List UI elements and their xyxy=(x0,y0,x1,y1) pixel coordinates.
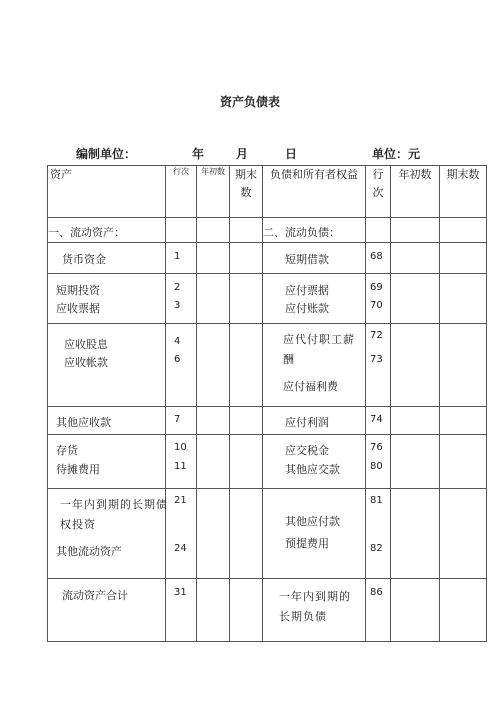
liab-end xyxy=(440,489,487,579)
asset-cell-text: 货币资金 xyxy=(62,253,106,266)
liab-cell-text: 应付利润 xyxy=(285,416,329,429)
asset-line-no xyxy=(166,435,197,489)
liab-line-no-text: 70 xyxy=(370,300,383,311)
asset-line-no-text: 10 xyxy=(174,442,187,453)
liab-line-no-text: 81 xyxy=(370,495,383,506)
asset-line-no xyxy=(166,579,197,642)
asset-begin xyxy=(197,489,230,579)
liab-cell-text: 应付票据 xyxy=(285,284,329,297)
asset-line-no xyxy=(166,324,197,407)
asset-end xyxy=(230,274,263,324)
asset-begin xyxy=(197,218,230,243)
liab-end xyxy=(440,324,487,407)
liab-cell-text: 其他应交款 xyxy=(285,463,340,476)
liab-cell-text: 其他应付款 xyxy=(285,515,340,528)
liab-begin xyxy=(391,407,440,435)
asset-cell-text: 流动资产合计 xyxy=(62,589,128,602)
asset-cell-text: 应收股息 xyxy=(64,338,108,351)
table-row xyxy=(48,579,487,642)
header-line-no-2: 行次 xyxy=(366,166,391,218)
asset-line-no xyxy=(166,489,197,579)
asset-line-no-text: 7 xyxy=(174,414,181,425)
liab-line-no xyxy=(366,218,391,243)
liab-end xyxy=(440,407,487,435)
asset-end xyxy=(230,218,263,243)
table-row xyxy=(48,274,487,324)
liab-end xyxy=(440,274,487,324)
header-line-no: 行次 xyxy=(166,166,197,218)
asset-line-no-text: 1 xyxy=(174,251,181,262)
asset-cell-text: 一年内到期的长期债权投资 xyxy=(60,498,168,531)
liab-end xyxy=(440,435,487,489)
liab-cell-text: 二、流动负债： xyxy=(263,226,340,239)
liab-cell xyxy=(263,407,366,435)
header-end: 期末数 xyxy=(230,166,263,218)
liab-cell xyxy=(263,324,366,407)
asset-cell-text: 存货 xyxy=(56,444,78,457)
asset-begin xyxy=(197,579,230,642)
asset-end xyxy=(230,243,263,274)
liab-line-no-text: 76 xyxy=(370,442,383,453)
liab-line-no xyxy=(366,274,391,324)
asset-line-no-text: 24 xyxy=(174,543,187,554)
header-asset: 资产 xyxy=(48,166,166,218)
day-label: 日 xyxy=(285,147,298,161)
liab-line-no-text: 68 xyxy=(370,251,383,262)
asset-line-no xyxy=(166,407,197,435)
liab-line-no xyxy=(366,324,391,407)
table-row xyxy=(48,243,487,274)
asset-cell xyxy=(48,407,166,435)
liab-line-no xyxy=(366,579,391,642)
asset-line-no-text: 21 xyxy=(174,495,187,506)
asset-line-no xyxy=(166,243,197,274)
liab-cell-text: 应代付职工薪酬 xyxy=(283,333,355,366)
liab-begin xyxy=(391,435,440,489)
asset-end xyxy=(230,435,263,489)
header-liab: 负债和所有者权益 xyxy=(263,166,366,218)
table-row xyxy=(48,435,487,489)
asset-cell-text: 其他应收款 xyxy=(56,416,111,429)
liab-cell-text: 一年内到期的长期负债 xyxy=(279,590,351,623)
asset-cell xyxy=(48,274,166,324)
liab-cell-text: 预提费用 xyxy=(285,537,329,550)
liab-begin xyxy=(391,243,440,274)
asset-begin xyxy=(197,435,230,489)
unit-label: 单位：元 xyxy=(372,147,421,161)
table-row xyxy=(48,407,487,435)
asset-end xyxy=(230,324,263,407)
asset-line-no xyxy=(166,274,197,324)
liab-line-no xyxy=(366,489,391,579)
prepared-by-label: 编制单位： xyxy=(76,147,137,161)
asset-line-no-text: 3 xyxy=(174,300,181,311)
liab-cell-text: 应交税金 xyxy=(285,444,329,457)
liab-line-no-text: 73 xyxy=(370,354,383,365)
liab-line-no xyxy=(366,435,391,489)
asset-cell-text: 其他流动资产 xyxy=(56,545,122,558)
header-begin: 年初数 xyxy=(197,166,230,218)
asset-cell xyxy=(48,435,166,489)
table-row xyxy=(48,218,487,243)
year-label: 年 xyxy=(192,147,205,161)
liab-cell xyxy=(263,435,366,489)
asset-cell-text: 应收票据 xyxy=(56,302,100,315)
asset-cell-text: 短期投资 xyxy=(56,284,100,297)
liab-end xyxy=(440,243,487,274)
liab-line-no-text: 86 xyxy=(370,587,383,598)
liab-cell xyxy=(263,218,366,243)
liab-begin xyxy=(391,489,440,579)
liab-line-no-text: 72 xyxy=(370,330,383,341)
asset-end xyxy=(230,579,263,642)
asset-begin xyxy=(197,274,230,324)
asset-line-no-text: 31 xyxy=(174,587,187,598)
liab-begin xyxy=(391,579,440,642)
liab-end xyxy=(440,218,487,243)
asset-cell xyxy=(48,324,166,407)
liab-line-no xyxy=(366,407,391,435)
asset-begin xyxy=(197,243,230,274)
liab-line-no-text: 74 xyxy=(370,414,383,425)
asset-begin xyxy=(197,324,230,407)
month-label: 月 xyxy=(236,147,249,161)
liab-cell-text: 短期借款 xyxy=(285,253,329,266)
asset-cell xyxy=(48,243,166,274)
page-title: 资产负债表 xyxy=(219,95,280,109)
liab-line-no-text: 80 xyxy=(370,461,383,472)
balance-sheet-table xyxy=(47,165,487,642)
liab-cell xyxy=(263,579,366,642)
liab-cell-text: 应付福利费 xyxy=(283,380,338,393)
asset-cell-text: 应收帐款 xyxy=(64,356,108,369)
header-row xyxy=(48,166,487,218)
liab-cell-text: 应付账款 xyxy=(285,302,329,315)
liab-line-no-text: 69 xyxy=(370,282,383,293)
liab-begin xyxy=(391,274,440,324)
table-row xyxy=(48,489,487,579)
header-begin-2: 年初数 xyxy=(391,166,440,218)
asset-begin xyxy=(197,407,230,435)
liab-begin xyxy=(391,324,440,407)
liab-cell xyxy=(263,243,366,274)
asset-line-no-text: 6 xyxy=(174,354,181,365)
asset-end xyxy=(230,407,263,435)
liab-cell xyxy=(263,274,366,324)
asset-line-no-text: 4 xyxy=(174,336,181,347)
liab-line-no-text: 82 xyxy=(370,543,383,554)
liab-cell xyxy=(263,489,366,579)
asset-line-no xyxy=(166,218,197,243)
table-row xyxy=(48,324,487,407)
asset-cell-text: 待摊费用 xyxy=(56,463,100,476)
asset-cell-text: 一、流动资产： xyxy=(48,226,125,239)
asset-line-no-text: 2 xyxy=(174,282,181,293)
asset-line-no-text: 11 xyxy=(174,461,187,472)
asset-cell xyxy=(48,579,166,642)
liab-begin xyxy=(391,218,440,243)
asset-cell xyxy=(48,489,166,579)
liab-end xyxy=(440,579,487,642)
liab-line-no xyxy=(366,243,391,274)
asset-end xyxy=(230,489,263,579)
asset-cell xyxy=(48,218,166,243)
header-end-2: 期末数 xyxy=(440,166,487,218)
